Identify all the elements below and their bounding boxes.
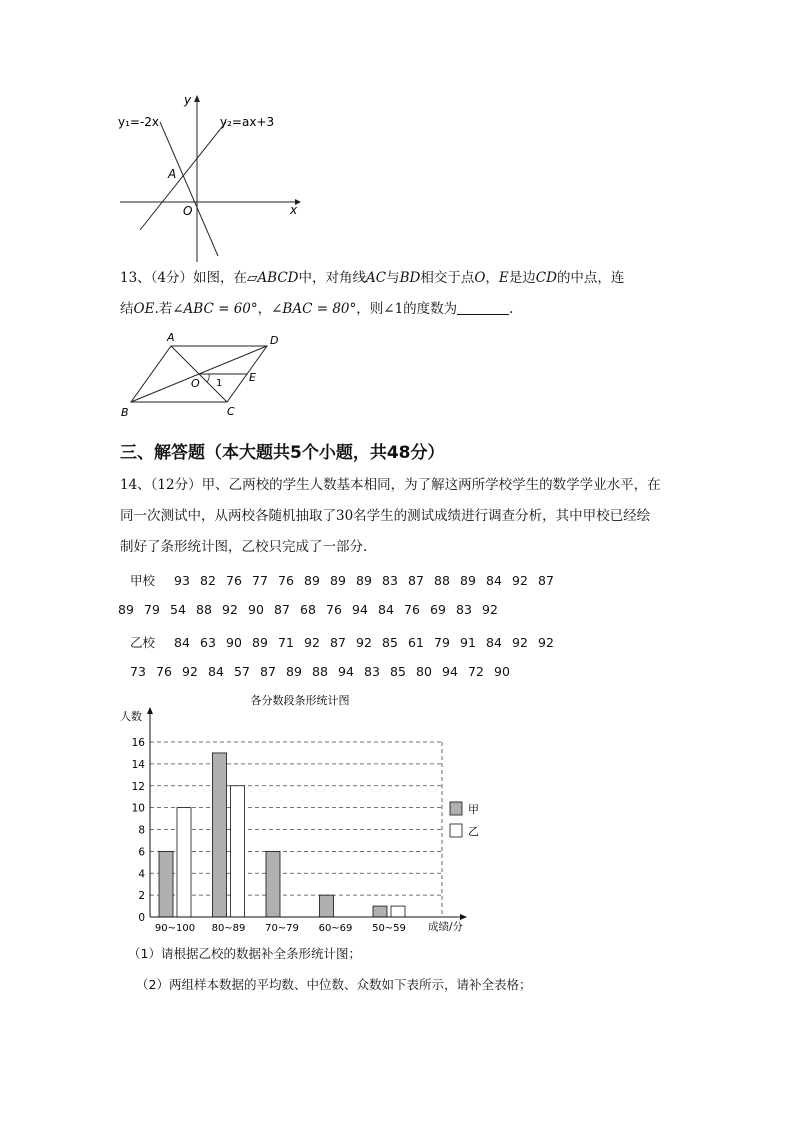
q13-line1: 13、（4分）如图，在▱ABCD中，对角线AC与BD相交于点O，E是边CD的中点，连 <box>120 270 625 286</box>
score-value: 72 <box>468 664 484 679</box>
score-value: 88 <box>312 664 328 679</box>
score-value: 94 <box>442 664 458 679</box>
linear-function-graph <box>110 90 310 270</box>
score-value: 69 <box>430 602 446 617</box>
q14-line2: 同一次测试中，从两校各随机抽取了30名学生的测试成绩进行调查分析，其中甲校已经绘 <box>120 508 651 524</box>
score-value: 89 <box>304 573 320 588</box>
yi-scores-row2 <box>130 664 520 679</box>
score-value: 89 <box>252 635 268 650</box>
score-value: 57 <box>234 664 250 679</box>
score-value: 82 <box>200 573 216 588</box>
line-y1 <box>160 122 218 256</box>
score-value: 90 <box>226 635 242 650</box>
score-value: 90 <box>248 602 264 617</box>
score-value: 92 <box>482 602 498 617</box>
y-tick-label: 4 <box>138 868 145 881</box>
x-axis-label: x <box>290 203 298 217</box>
y-tick-label: 14 <box>131 758 145 771</box>
point-a-label: A <box>168 167 177 181</box>
score-value: 84 <box>208 664 224 679</box>
section-heading: 三、解答题（本大题共5个小题，共48分） <box>120 443 445 463</box>
score-value: 79 <box>434 635 450 650</box>
parallelogram-figure <box>115 330 295 425</box>
legend-swatch <box>450 802 462 815</box>
score-value: 84 <box>486 573 502 588</box>
bar-jia <box>213 753 227 917</box>
bar-jia <box>320 895 334 917</box>
y-tick-label: 8 <box>138 824 145 837</box>
x-tick-label: 70~79 <box>265 923 299 934</box>
score-value: 90 <box>494 664 510 679</box>
jia-scores-row1 <box>174 573 564 588</box>
score-value: 89 <box>330 573 346 588</box>
score-value: 89 <box>460 573 476 588</box>
x-axis-arrow-icon <box>460 914 467 920</box>
score-value: 89 <box>356 573 372 588</box>
y-tick-label: 10 <box>131 802 145 815</box>
bar-jia <box>159 851 173 917</box>
score-value: 85 <box>382 635 398 650</box>
vertex-b-label: B <box>121 406 129 419</box>
score-value: 79 <box>144 602 160 617</box>
score-value: 87 <box>538 573 554 588</box>
score-value: 83 <box>364 664 380 679</box>
score-value: 94 <box>338 664 354 679</box>
score-value: 89 <box>286 664 302 679</box>
score-value: 83 <box>382 573 398 588</box>
point-e-label: E <box>249 371 256 384</box>
task-1: （1）请根据乙校的数据补全条形统计图； <box>128 946 361 961</box>
line-y2-label: y₂=ax+3 <box>220 115 275 129</box>
score-value: 71 <box>278 635 294 650</box>
answer-blank[interactable] <box>457 300 509 315</box>
score-value: 92 <box>512 635 528 650</box>
score-value: 63 <box>200 635 216 650</box>
vertex-c-label: C <box>227 405 235 418</box>
vertex-d-label: D <box>270 334 279 347</box>
score-value: 87 <box>274 602 290 617</box>
score-value: 93 <box>174 573 190 588</box>
y-axis-label: y <box>184 93 192 107</box>
bar-yi <box>177 808 191 917</box>
legend-label: 甲 <box>468 803 479 816</box>
score-value: 92 <box>356 635 372 650</box>
angle-1-label: 1 <box>216 378 223 389</box>
score-value: 94 <box>352 602 368 617</box>
score-value: 88 <box>196 602 212 617</box>
bar-jia <box>373 906 387 917</box>
score-value: 76 <box>226 573 242 588</box>
x-tick-label: 90~100 <box>154 923 196 934</box>
school-yi-row2 <box>130 664 520 679</box>
task-2: （2）两组样本数据的平均数、中位数、众数如下表所示，请补全表格； <box>136 977 532 992</box>
y-tick-label: 16 <box>131 737 145 749</box>
score-value: 76 <box>404 602 420 617</box>
score-value: 91 <box>460 635 476 650</box>
school-jia-row2 <box>118 602 508 617</box>
score-value: 80 <box>416 664 432 679</box>
score-value: 68 <box>300 602 316 617</box>
origin-label: O <box>183 204 193 218</box>
y-tick-label: 0 <box>138 912 145 924</box>
school-yi-row1: 乙校 84 63 90 89 71 92 87 92 85 61 79 91 84 92 92 <box>130 633 564 651</box>
score-value: 89 <box>118 602 134 617</box>
x-tick-label: 50~59 <box>372 923 406 934</box>
score-value: 76 <box>278 573 294 588</box>
score-value: 84 <box>174 635 190 650</box>
bar-jia <box>266 851 280 917</box>
score-value: 92 <box>304 635 320 650</box>
bar-yi <box>231 786 245 917</box>
x-tick-label: 80~89 <box>211 923 246 934</box>
y-axis-title: 人数 <box>120 710 142 723</box>
y-tick-label: 6 <box>138 846 145 859</box>
x-tick-label: 60~69 <box>318 923 353 934</box>
x-axis-title: 成绩/分 <box>428 921 464 933</box>
bar-chart <box>110 690 490 940</box>
jia-scores-row2 <box>118 602 508 617</box>
score-value: 87 <box>330 635 346 650</box>
q14-line1: 14、（12分）甲、乙两校的学生人数基本相同，为了解这两所学校学生的数学学业水平，在 <box>120 477 661 493</box>
score-value: 92 <box>182 664 198 679</box>
score-value: 84 <box>378 602 394 617</box>
chart-title: 各分数段条形统计图 <box>250 694 350 707</box>
score-value: 85 <box>390 664 406 679</box>
score-value: 92 <box>222 602 238 617</box>
score-value: 92 <box>538 635 554 650</box>
score-value: 61 <box>408 635 424 650</box>
score-value: 83 <box>456 602 472 617</box>
angle-1-arc <box>207 374 209 382</box>
q13-line2: 结OE.若∠ABC = 60°，∠BAC = 80°，则∠1的度数为 . <box>120 301 514 317</box>
legend-label: 乙 <box>468 825 479 838</box>
score-value: 76 <box>326 602 342 617</box>
vertex-a-label: A <box>167 331 175 344</box>
score-value: 54 <box>170 602 186 617</box>
y-tick-label: 12 <box>131 780 145 793</box>
point-o-label: O <box>191 377 200 390</box>
q14-line3: 制好了条形统计图，乙校只完成了一部分. <box>120 539 368 555</box>
line-y1-label: y₁=-2x <box>118 115 160 129</box>
score-value: 87 <box>408 573 424 588</box>
school-jia-row1: 甲校 93 82 76 77 76 89 89 89 83 87 88 89 84 92 87 <box>130 571 564 589</box>
yi-scores-row1 <box>174 635 564 650</box>
y-tick-label: 2 <box>138 890 145 903</box>
score-value: 84 <box>486 635 502 650</box>
y-axis-arrow-icon <box>147 707 153 714</box>
legend-swatch <box>450 824 462 837</box>
score-value: 76 <box>156 664 172 679</box>
score-value: 87 <box>260 664 276 679</box>
score-value: 73 <box>130 664 146 679</box>
y-axis-arrow-icon <box>194 95 200 102</box>
score-value: 88 <box>434 573 450 588</box>
score-value: 92 <box>512 573 528 588</box>
score-value: 77 <box>252 573 268 588</box>
bar-yi <box>391 906 405 917</box>
